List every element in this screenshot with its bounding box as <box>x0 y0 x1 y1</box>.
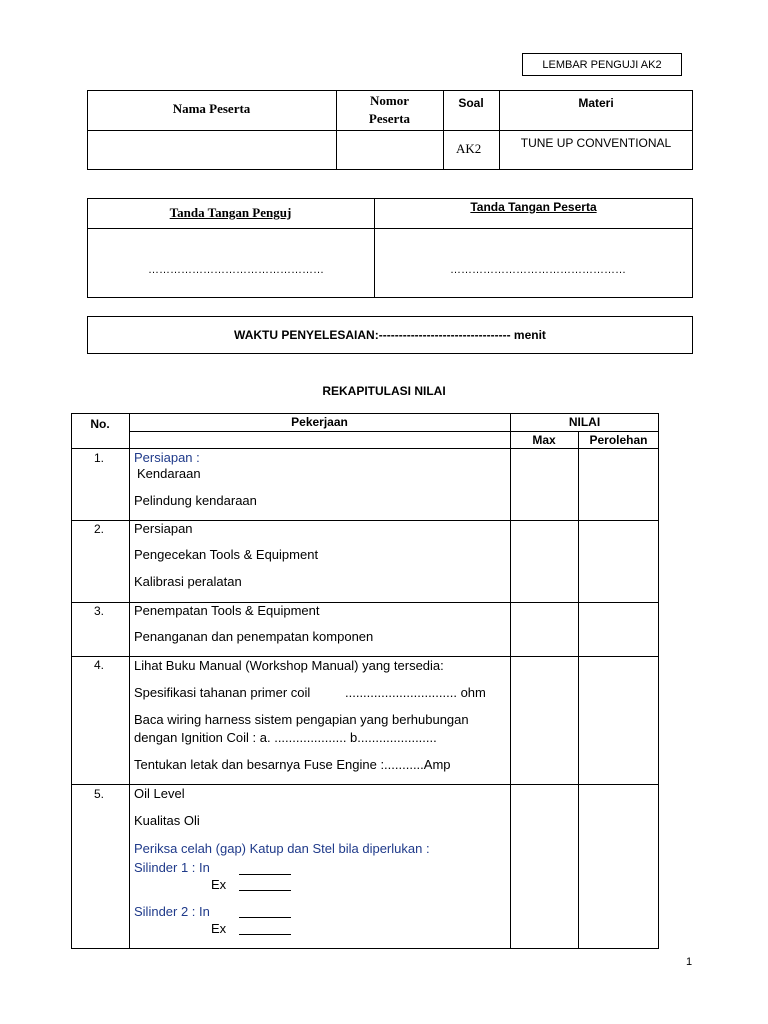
row-1-line-3: Pelindung kendaraan <box>134 493 257 508</box>
row-line-3 <box>71 656 659 657</box>
col-pekerjaan-header: Pekerjaan <box>291 415 348 429</box>
row-1-no: 1. <box>94 451 105 465</box>
row-5-line-4: Silinder 1 : In <box>134 860 210 875</box>
row-1-line-1: Persiapan : <box>134 450 200 465</box>
waktu-box <box>87 316 693 354</box>
rekap-title: REKAPITULASI NILAI <box>322 384 446 398</box>
row-1-line-2: Kendaraan <box>137 466 201 481</box>
rekap-header-line <box>71 448 659 449</box>
col-perolehan-header: Perolehan <box>589 433 648 447</box>
waktu-text: WAKTU PENYELESAIAN:--------------------------------- menit <box>234 328 546 342</box>
nomor-peserta-header <box>336 92 443 128</box>
row-4-no: 4. <box>94 658 105 672</box>
soal-value: AK2 <box>456 141 482 156</box>
nomor-header-line1: Nomor <box>370 93 409 108</box>
row-line-4 <box>71 784 659 785</box>
row-4-line-4: Baca wiring harness sistem pengapian yang berhubungan <box>134 712 469 727</box>
penguji-signature-label: Tanda Tangan Penguj <box>169 205 292 220</box>
row-5-line-7: Ex <box>211 921 227 936</box>
row-2-line-2: Pengecekan Tools & Equipment <box>134 547 319 562</box>
pekerjaan-sub-line <box>129 431 510 432</box>
row-3-no: 3. <box>94 604 105 618</box>
silinder-1-ex-blank <box>239 890 291 891</box>
row-5-line-5: Ex <box>211 877 227 892</box>
row-3-line-1: Penempatan Tools & Equipment <box>134 603 320 618</box>
silinder-2-ex-blank <box>239 934 291 935</box>
row-5-line-1: Oil Level <box>134 786 185 801</box>
soal-header: Soal <box>458 96 484 110</box>
row-4-line-3: ............................... ohm <box>345 685 486 700</box>
penguji-signature-line: ………………………………………… <box>148 264 324 276</box>
row-2-line-1: Persiapan <box>134 521 193 536</box>
peserta-signature-line: ………………………………………… <box>450 264 626 276</box>
materi-header: Materi <box>578 96 614 110</box>
row-4-line-1: Lihat Buku Manual (Workshop Manual) yang tersedia: <box>134 658 444 673</box>
materi-value: TUNE UP CONVENTIONAL <box>520 136 672 150</box>
rekap-col-line-3 <box>578 431 579 949</box>
row-2-no: 2. <box>94 522 105 536</box>
silinder-1-in-blank <box>239 874 291 875</box>
rekap-col-line-1 <box>129 413 130 949</box>
rekap-col-line-2 <box>510 413 511 949</box>
row-4-line-2: Spesifikasi tahanan primer coil <box>134 685 311 700</box>
page-number: 1 <box>686 956 693 968</box>
col-no-header: No. <box>90 417 110 431</box>
row-5-line-2: Kualitas Oli <box>134 813 200 828</box>
signature-divider <box>87 228 693 229</box>
row-5-line-6: Silinder 2 : In <box>134 904 210 919</box>
row-5-line-3: Periksa celah (gap) Katup dan Stel bila diperlukan : <box>134 841 430 856</box>
row-4-line-5: dengan Ignition Coil : a. .................... b...................... <box>134 730 437 745</box>
row-3-line-2: Penanganan dan penempatan komponen <box>134 629 374 644</box>
peserta-signature-label: Tanda Tangan Peserta <box>470 200 597 214</box>
row-4-line-6: Tentukan letak dan besarnya Fuse Engine :...........Amp <box>134 757 451 772</box>
document-label: LEMBAR PENGUJI AK2 <box>542 58 662 71</box>
silinder-2-in-blank <box>239 917 291 918</box>
col-nilai-header: NILAI <box>568 415 601 429</box>
nomor-header-line2: Peserta <box>368 111 411 126</box>
row-2-line-3: Kalibrasi peralatan <box>134 574 242 589</box>
row-5-no: 5. <box>94 787 105 801</box>
info-table-divider <box>87 130 693 131</box>
col-max-header: Max <box>532 433 556 447</box>
nilai-sub-line <box>510 431 659 432</box>
nama-peserta-header: Nama Peserta <box>172 101 251 116</box>
document-label-box <box>522 53 682 76</box>
